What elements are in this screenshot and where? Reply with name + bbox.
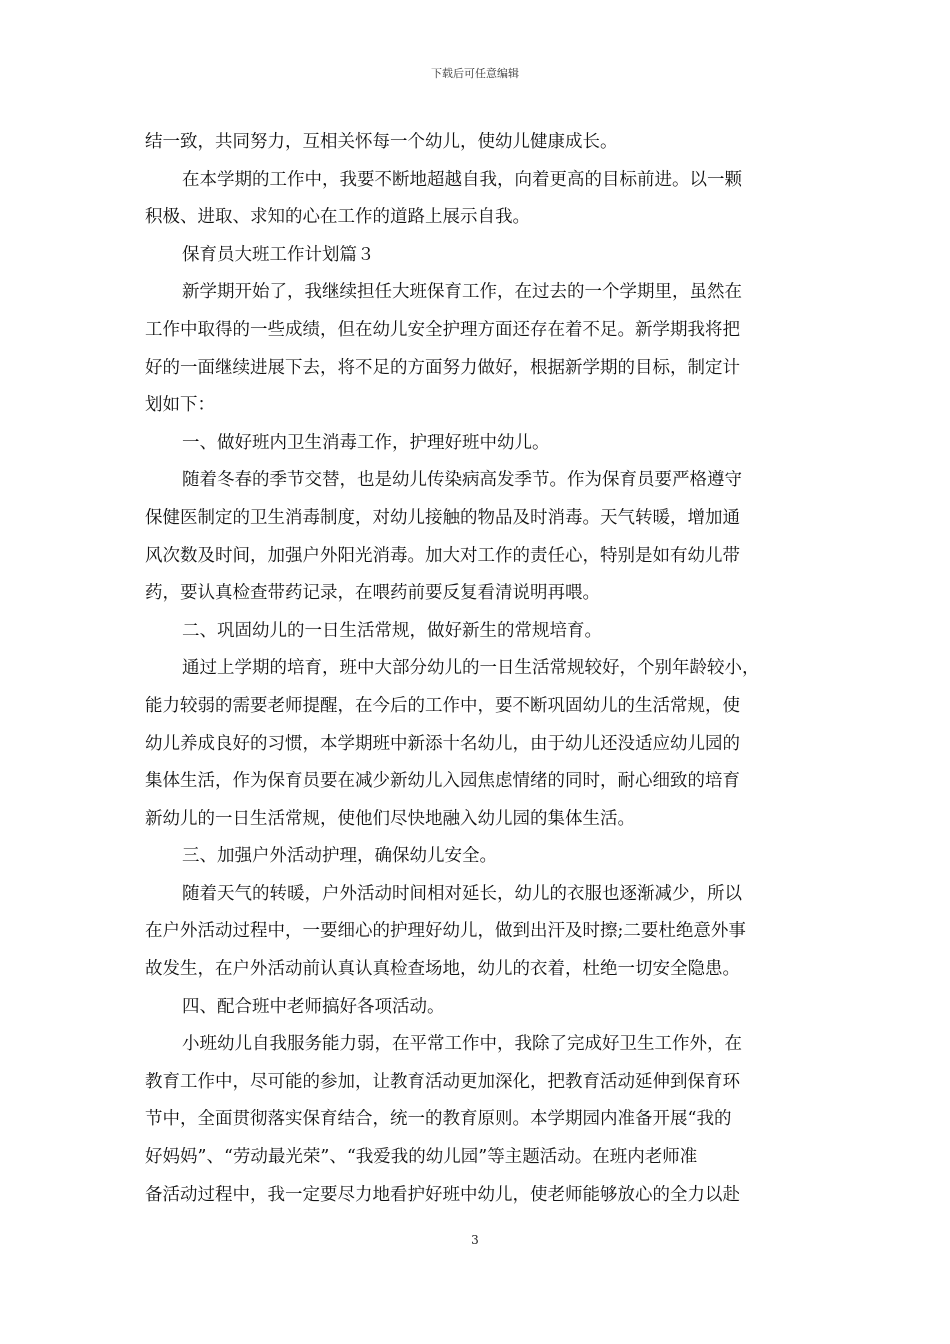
section-heading: 一、做好班内卫生消毒工作，护理好班中幼儿。 [182,432,550,453]
document-body [145,124,808,1214]
text-line: 集体生活，作为保育员要在减少新幼儿入园焦虑情绪的同时，耐心细致的培育 [145,771,740,792]
text-line: 备活动过程中，我一定要尽力地看护好班中幼儿，使老师能够放心的全力以赴 [145,1184,740,1205]
text-line: 保健医制定的卫生消毒制度，对幼儿接触的物品及时消毒。天气转暖，增加通 [145,507,740,528]
text-line: 在户外活动过程中，一要细心的护理好幼儿，做到出汗及时擦;二要杜绝意外事 [145,921,746,942]
page-number: 3 [471,1233,479,1247]
text-line: 小班幼儿自我服务能力弱，在平常工作中，我除了完成好卫生工作外，在 [182,1034,742,1055]
section-title: 保育员大班工作计划篇３ [182,244,375,265]
text-line: 通过上学期的培育，班中大部分幼儿的一日生活常规较好，个别年龄较小， [182,658,760,679]
text-line: 随着天气的转暖，户外活动时间相对延长，幼儿的衣服也逐渐减少，所以 [182,883,742,904]
text-line: 风次数及时间，加强户外阳光消毒。加大对工作的责任心，特别是如有幼儿带 [145,545,740,566]
text-line: 好的一面继续进展下去，将不足的方面努力做好，根据新学期的目标，制定计 [145,357,740,378]
text-line: 药，要认真检查带药记录，在喂药前要反复看清说明再喂。 [145,583,600,604]
page-header: 下载后可任意编辑 [431,67,519,80]
text-line: 故发生，在户外活动前认真认真检查场地，幼儿的衣着，杜绝一切安全隐患。 [145,959,740,980]
text-line: 新幼儿的一日生活常规，使他们尽快地融入幼儿园的集体生活。 [145,808,635,829]
text-line: 积极、进取、求知的心在工作的道路上展示自我。 [145,207,530,228]
section-heading: 二、巩固幼儿的一日生活常规，做好新生的常规培育。 [182,620,602,641]
text-line: 幼儿养成良好的习惯，本学期班中新添十名幼儿，由于幼儿还没适应幼儿园的 [145,733,740,754]
section-heading: 三、加强户外活动护理，确保幼儿安全。 [182,846,497,867]
text-line: 随着冬春的季节交替，也是幼儿传染病高发季节。作为保育员要严格遵守 [182,470,742,491]
text-line: 节中，全面贯彻落实保育结合，统一的教育原则。本学期园内准备开展“我的 [145,1109,732,1130]
text-line: 能力较弱的需要老师提醒，在今后的工作中，要不断巩固幼儿的生活常规，使 [145,695,740,716]
section-heading: 四、配合班中老师搞好各项活动。 [182,996,445,1017]
text-line: 划如下： [145,395,215,416]
text-line: 教育工作中，尽可能的参加，让教育活动更加深化，把教育活动延伸到保育环 [145,1071,740,1092]
text-line: 结一致，共同努力，互相关怀每一个幼儿，使幼儿健康成长。 [145,132,618,152]
text-line: 新学期开始了，我继续担任大班保育工作，在过去的一个学期里，虽然在 [182,282,742,303]
text-line: 工作中取得的一些成绩，但在幼儿安全护理方面还存在着不足。新学期我将把 [145,319,740,340]
text-line: 在本学期的工作中，我要不断地超越自我，向着更高的目标前进。以一颗 [182,169,742,190]
text-line: 好妈妈”、“劳动最光荣”、“我爱我的幼儿园”等主题活动。在班内老师准 [145,1147,698,1168]
